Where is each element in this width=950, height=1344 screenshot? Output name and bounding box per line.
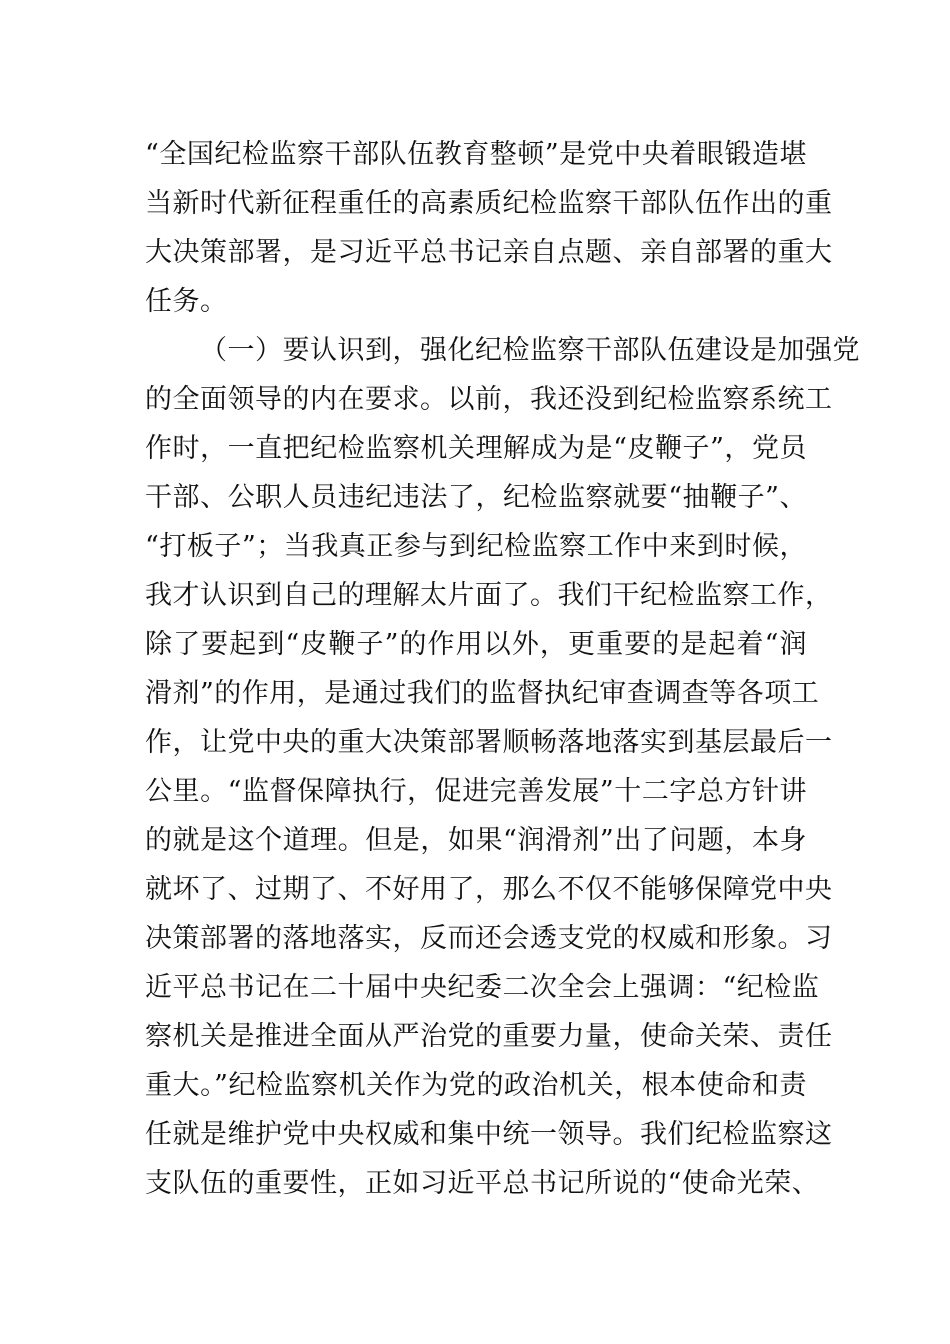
text-line: 就坏了、过期了、不好用了，那么不仅不能够保障党中央 <box>145 874 833 905</box>
text-line: 除了要起到“皮鞭子”的作用以外，更重要的是起着“润 <box>145 629 807 660</box>
paragraph-section-one <box>145 326 860 1208</box>
text-line: 我才认识到自己的理解太片面了。我们干纪检监察工作， <box>145 580 833 611</box>
text-line: 重大。”纪检监察机关作为党的政治机关，根本使命和责 <box>145 1070 807 1101</box>
text-line: “全国纪检监察干部队伍教育整顿”是党中央着眼锻造堪 <box>145 139 807 170</box>
text-line: 支队伍的重要性，正如习近平总书记所说的“使命光荣、 <box>145 1168 820 1199</box>
text-line: 大决策部署，是习近平总书记亲自点题、亲自部署的重大 <box>145 237 833 268</box>
text-line: 察机关是推进全面从严治党的重要力量，使命关荣、责任 <box>145 1021 833 1052</box>
text-line: 任务。 <box>145 286 228 317</box>
text-line: “打板子”；当我真正参与到纪检监察工作中来到时候， <box>145 531 807 562</box>
document-body <box>145 130 860 1208</box>
text-line: 当新时代新征程重任的高素质纪检监察干部队伍作出的重 <box>145 188 833 219</box>
text-line: 公里。“监督保障执行，促进完善发展”十二字总方针讲 <box>145 776 807 807</box>
text-line: 作，让党中央的重大决策部署顺畅落地落实到基层最后一 <box>145 727 833 758</box>
text-line: 作时，一直把纪检监察机关理解成为是“皮鞭子”，党员 <box>145 433 807 464</box>
text-line: 干部、公职人员违纪违法了，纪检监察就要“抽鞭子”、 <box>145 482 807 513</box>
text-line: 的全面领导的内在要求。以前，我还没到纪检监察系统工 <box>145 384 833 415</box>
text-line: 决策部署的落地落实，反而还会透支党的权威和形象。习 <box>145 923 833 954</box>
text-line: 滑剂”的作用，是通过我们的监督执纪审查调查等各项工 <box>145 678 820 709</box>
text-line: （一）要认识到，强化纪检监察干部队伍建设是加强党 <box>200 335 860 366</box>
text-line: 任就是维护党中央权威和集中统一领导。我们纪检监察这 <box>145 1119 833 1150</box>
paragraph-intro <box>145 130 833 326</box>
text-line: 近平总书记在二十届中央纪委二次全会上强调：“纪检监 <box>145 972 820 1003</box>
text-line: 的就是这个道理。但是，如果“润滑剂”出了问题，本身 <box>145 825 807 856</box>
